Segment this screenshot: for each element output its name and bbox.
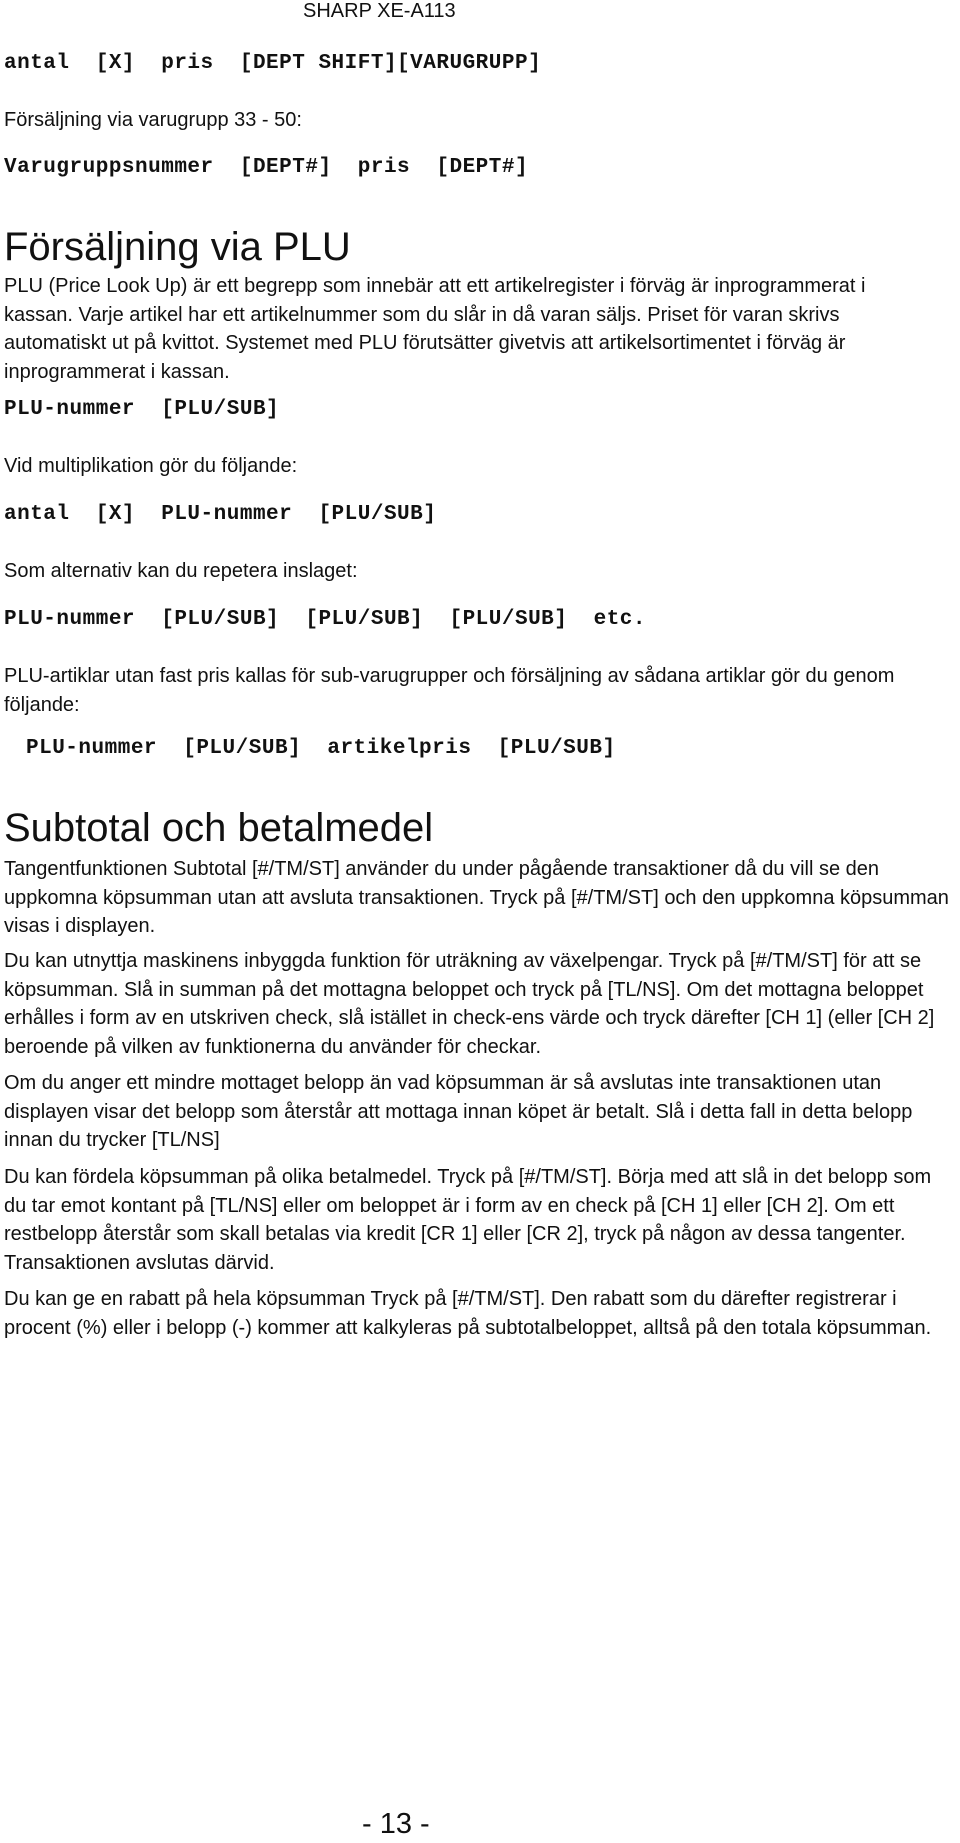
code-dept-shift: antal [X] pris [DEPT SHIFT][VARUGRUPP] [4,52,542,75]
page-number: - 13 - [362,1808,430,1840]
repeat-intro-text: Som alternativ kan du repetera inslaget: [4,560,358,582]
dept-intro-text: Försäljning via varugrupp 33 - 50: [4,109,302,131]
sub-paragraph: PLU-artiklar utan fast pris kallas för sub-varugrupper och försäljning av sådana artiklar gör du genom följande: [4,665,895,716]
code-repeat: PLU-nummer [PLU/SUB] [PLU/SUB] [PLU/SUB] etc. [4,608,647,631]
page-header-title: SHARP XE-A113 [303,0,456,22]
mult-intro-text: Vid multiplikation gör du följande: [4,455,298,477]
less-paragraph: Om du anger ett mindre mottaget belopp än vad köpsumman är så avslutas inte transaktionen utan displayen visar det belopp som återstår att mottaga innan köpet är betalt. Slå i detta fall in detta belopp innan du trycker [TL/NS] [4,1072,913,1151]
code-mult: antal [X] PLU-nummer [PLU/SUB] [4,503,437,526]
code-plu: PLU-nummer [PLU/SUB] [4,398,280,421]
subtotal-paragraph: Tangentfunktionen Subtotal [#/TM/ST] använder du under pågående transaktioner då du vill se den uppkomna köpsumman utan att avsluta transaktionen. Tryck på [#/TM/ST] och den uppkomna köpsumman visas i displayen. [4,858,949,937]
discount-paragraph: Du kan ge en rabatt på hela köpsumman Tryck på [#/TM/ST]. Den rabatt som du därefter registrerar i procent (%) eller i belopp (-) kommer att kalkyleras på subtotalbeloppet, alltså på den totala köpsumman. [4,1288,932,1339]
subtotal-heading: Subtotal och betalmedel [4,806,434,850]
plu-heading: Försäljning via PLU [4,225,351,269]
plu-paragraph: PLU (Price Look Up) är ett begrepp som innebär att ett artikelregister i förväg är inprogrammerat i kassan. Varje artikel har ett artikelnummer som du slår in då varan säljs. Priset för varan skrivs automatiskt ut på kvittot. Systemet med PLU förutsätter givetvis att artikelsortimentet i förväg är inprogrammerat i kassan. [4,275,866,383]
change-paragraph: Du kan utnyttja maskinens inbyggda funktion för uträkning av växelpengar. Tryck på [#/TM/ST] för att se köpsumman. Slå in summan på det mottagna beloppet och tryck på [TL/NS]. Om det mottagna beloppet erhålles i form av en utskriven check, slå istället in check-ens värde och tryck därefter [CH 1] (eller [CH 2] beroende på vilken av funktionerna du använder för checkar. [4,950,935,1058]
code-dept: Varugruppsnummer [DEPT#] pris [DEPT#] [4,156,529,179]
code-sub: PLU-nummer [PLU/SUB] artikelpris [PLU/SUB] [26,737,616,760]
split-paragraph: Du kan fördela köpsumman på olika betalmedel. Tryck på [#/TM/ST]. Börja med att slå in det belopp som du tar emot kontant på [TL/NS] eller om beloppet är i form av en check på [CH 1] eller [CH 2]. Om ett restbelopp återstår som skall betalas via kredit [CR 1] eller [CR 2], tryck på någon av dessa tangenter. Transaktionen avslutas därvid. [4,1166,932,1274]
